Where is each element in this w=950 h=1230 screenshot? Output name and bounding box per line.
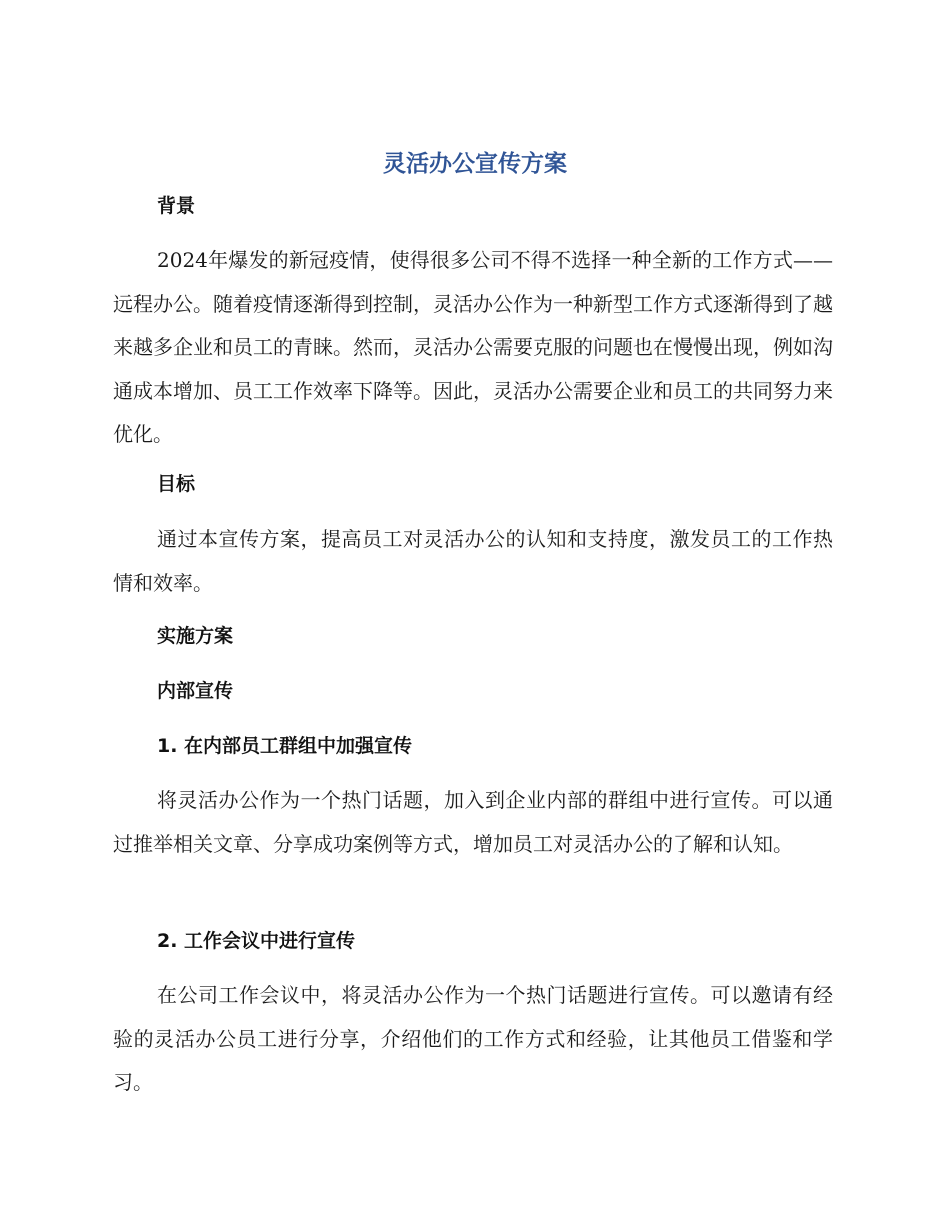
paragraph-goal: 通过本宣传方案，提高员工对灵活办公的认知和支持度，激发员工的工作热情和效率。 — [113, 527, 833, 595]
section-heading-goal: 目标 — [157, 473, 196, 495]
paragraph-meeting-promotion: 在公司工作会议中，将灵活办公作为一个热门话题进行宣传。可以邀请有经验的灵活办公员工进行分享，介绍他们的工作方式和经验，让其他员工借鉴和学习。 — [113, 983, 833, 1095]
section-heading-internal-promotion: 内部宣传 — [157, 680, 234, 702]
section-heading-implementation: 实施方案 — [157, 625, 234, 647]
section-heading-background: 背景 — [157, 195, 196, 217]
section-heading-group-promotion: 1. 在内部员工群组中加强宣传 — [157, 735, 413, 757]
paragraph-group-promotion: 将灵活办公作为一个热门话题，加入到企业内部的群组中进行宣传。可以通过推举相关文章、分享成功案例等方式，增加员工对灵活办公的了解和认知。 — [113, 788, 833, 856]
paragraph-background: 2024年爆发的新冠疫情，使得很多公司不得不选择一种全新的工作方式——远程办公。随着疫情逐渐得到控制，灵活办公作为一种新型工作方式逐渐得到了越来越多企业和员工的青睐。然而，灵活办公需要克服的问题也在慢慢出现，例如沟通成本增加、员工工作效率下降等。因此，灵活办公需要企业和员工的共同努力来优化。 — [113, 248, 833, 447]
document-title: 灵活办公宣传方案 — [383, 151, 567, 177]
section-heading-meeting-promotion: 2. 工作会议中进行宣传 — [157, 930, 356, 952]
